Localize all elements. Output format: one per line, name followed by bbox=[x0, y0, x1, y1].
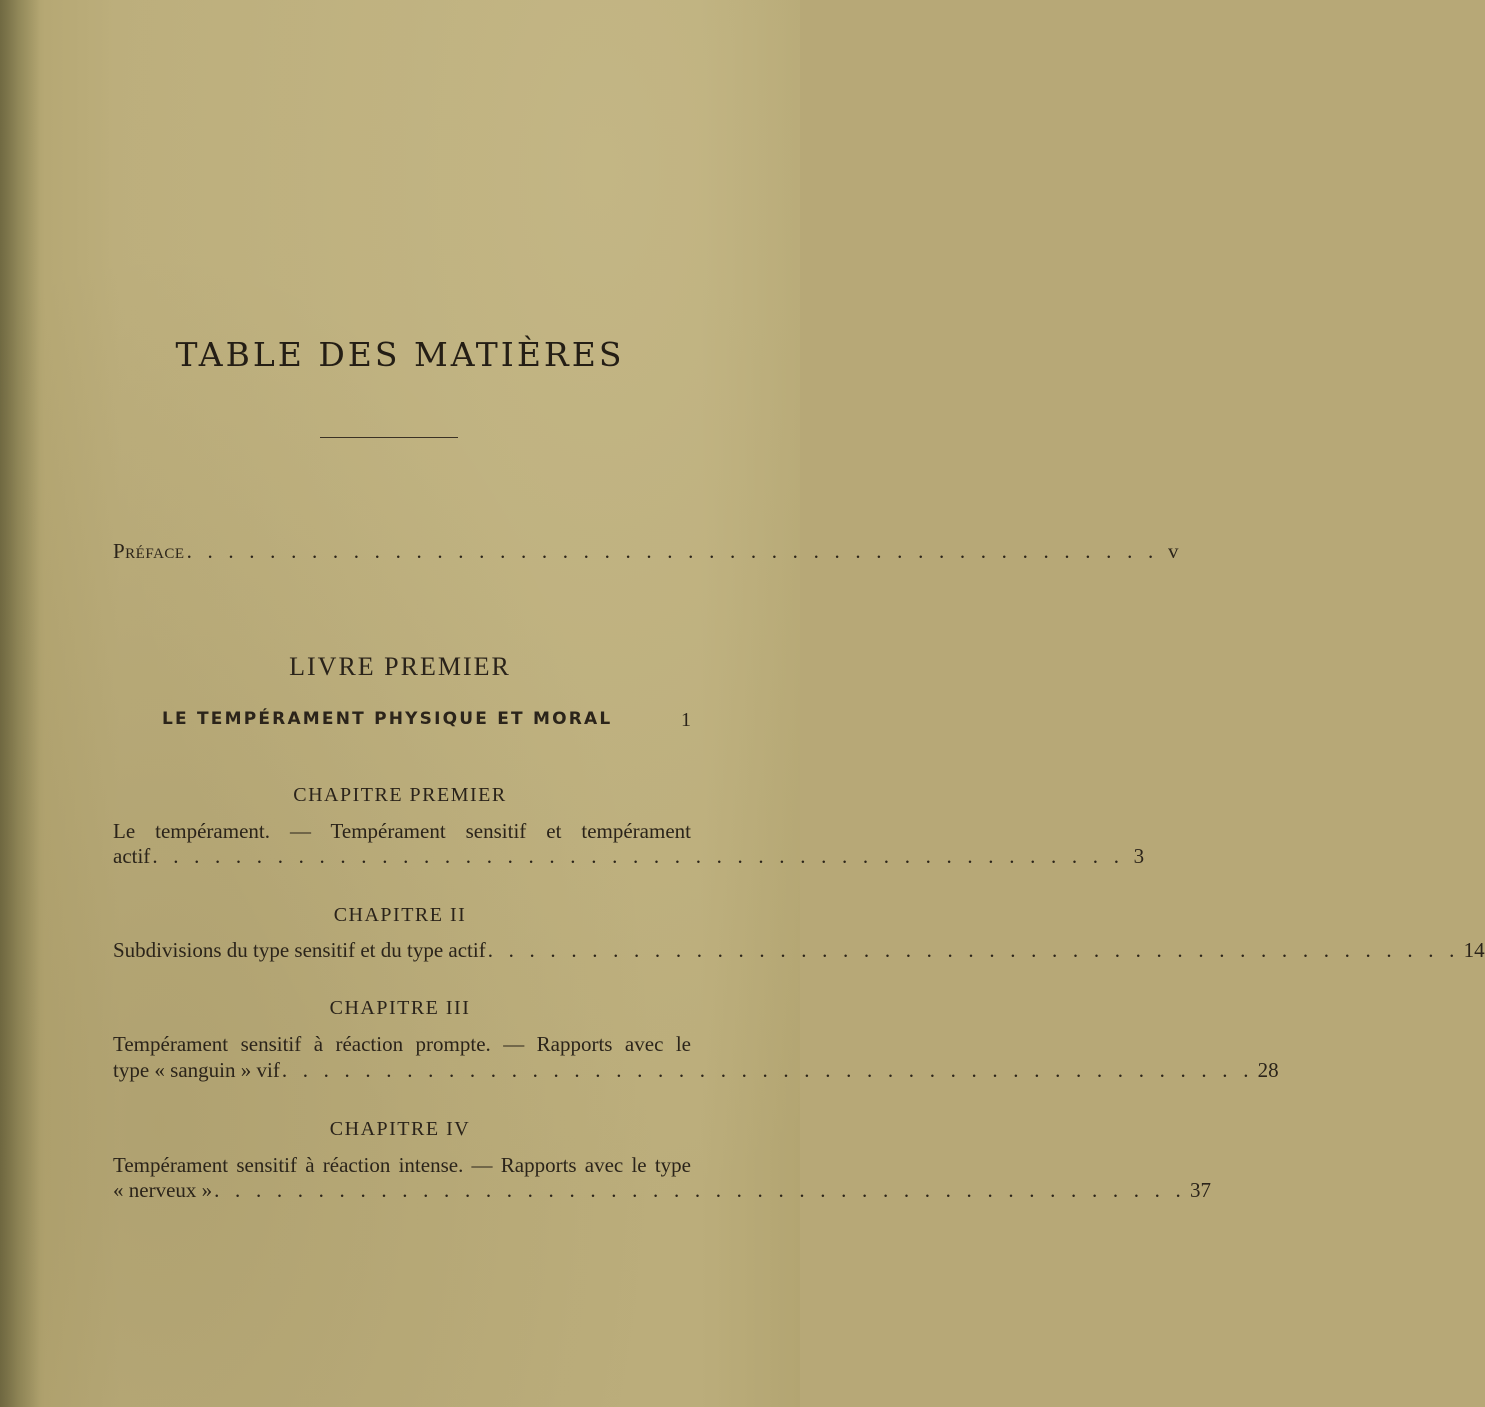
part-title: LE TEMPÉRAMENT PHYSIQUE ET MORAL bbox=[162, 709, 613, 729]
chapter-heading-3: CHAPITRE III bbox=[329, 997, 471, 1019]
preface-page: v bbox=[1167, 539, 1179, 563]
leader-dots: . . . . . . . . . . . . . . . . . . . . . . . . . . . . . . . . . . . . . . . . . . . . . . . bbox=[152, 844, 1125, 868]
leader-dots: . . . . . . . . . . . . . . . . . . . . . . . . . . . . . . . . . . . . . . . . . . . . . . . bbox=[487, 938, 1460, 962]
chapter-3-line-1: Tempérament sensitif à réaction prompte. — Rapports avec le bbox=[113, 1032, 691, 1056]
part-page: 1 bbox=[681, 709, 691, 731]
toc-entry-chapter-1 bbox=[113, 843, 1145, 869]
chapter-1-page: 3 bbox=[1133, 844, 1145, 868]
chapter-3-line-2: type « sanguin » vif bbox=[113, 1058, 280, 1082]
chapter-heading-4: CHAPITRE IV bbox=[329, 1118, 471, 1140]
page-title: TABLE DES MATIÈRES bbox=[175, 335, 625, 374]
chapter-1-line-1: Le tempérament. — Tempérament sensitif et tempérament bbox=[113, 819, 691, 843]
toc-entry-preface bbox=[113, 538, 1179, 564]
chapter-2-page: 14 bbox=[1463, 938, 1485, 962]
leader-dots: . . . . . . . . . . . . . . . . . . . . . . . . . . . . . . . . . . . . . . . . . . . . . . . bbox=[186, 539, 1159, 563]
chapter-3-page: 28 bbox=[1257, 1058, 1279, 1082]
toc-entry-chapter-3 bbox=[113, 1057, 1279, 1083]
title-divider bbox=[320, 437, 458, 438]
leader-dots: . . . . . . . . . . . . . . . . . . . . . . . . . . . . . . . . . . . . . . . . . . . . . . . bbox=[281, 1058, 1254, 1082]
toc-entry-chapter-2 bbox=[113, 937, 1485, 963]
chapter-heading-2: CHAPITRE II bbox=[333, 904, 467, 926]
chapter-4-line-1: Tempérament sensitif à réaction intense. — Rapports avec le type bbox=[113, 1153, 691, 1177]
toc-entry-chapter-4 bbox=[113, 1177, 1211, 1203]
chapter-heading-1: CHAPITRE PREMIER bbox=[293, 784, 507, 806]
leader-dots: . . . . . . . . . . . . . . . . . . . . . . . . . . . . . . . . . . . . . . . . . . . . . . . bbox=[214, 1178, 1186, 1202]
preface-label: Préface bbox=[113, 539, 185, 563]
book-heading: LIVRE PREMIER bbox=[289, 652, 511, 681]
toc-entry-part bbox=[162, 709, 691, 732]
spine-shadow bbox=[0, 0, 40, 1407]
chapter-1-line-2: actif bbox=[113, 844, 151, 868]
chapter-2-line-1: Subdivisions du type sensitif et du type actif bbox=[113, 938, 486, 962]
chapter-4-page: 37 bbox=[1190, 1178, 1211, 1202]
chapter-4-line-2: « nerveux » bbox=[113, 1178, 213, 1202]
